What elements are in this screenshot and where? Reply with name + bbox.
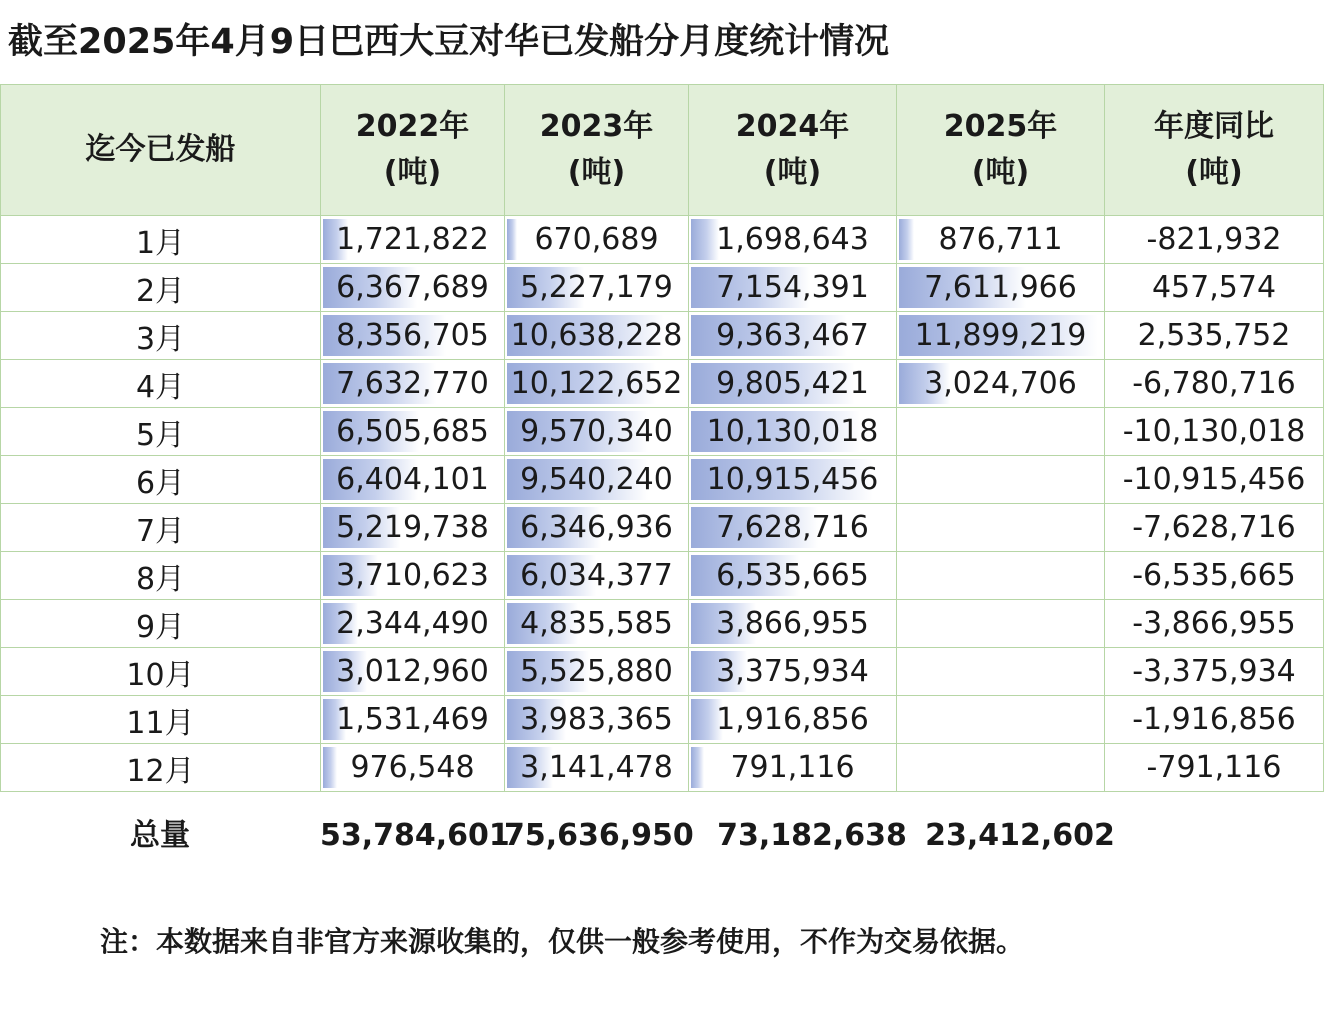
value-text: 10,638,228 — [510, 318, 683, 353]
value-cell-2025 — [897, 504, 1105, 552]
value-cell-2025 — [897, 552, 1105, 600]
yoy-cell: 457,574 — [1105, 264, 1324, 312]
value-text: 9,540,240 — [520, 462, 673, 497]
yoy-cell: -6,780,716 — [1105, 360, 1324, 408]
value-cell-2025 — [897, 312, 1105, 360]
data-bar — [507, 219, 517, 260]
value-text: 6,346,936 — [520, 510, 673, 545]
value-cell-2023 — [505, 312, 689, 360]
month-cell: 3月 — [1, 312, 321, 360]
header-row — [1, 85, 1324, 216]
value-text: 976,548 — [350, 750, 475, 785]
value-cell-2024 — [689, 312, 897, 360]
value-cell-2025 — [897, 456, 1105, 504]
value-text: 876,711 — [938, 222, 1063, 257]
yoy-cell: -10,130,018 — [1105, 408, 1324, 456]
value-cell-2024 — [689, 360, 897, 408]
value-cell-2024 — [689, 216, 897, 264]
value-text: 9,805,421 — [716, 366, 869, 401]
value-text: 5,219,738 — [336, 510, 489, 545]
table-row — [1, 744, 1324, 792]
month-cell: 10月 — [1, 648, 321, 696]
month-cell: 1月 — [1, 216, 321, 264]
totals-label: 总量 — [130, 818, 190, 853]
value-cell-2022 — [321, 456, 505, 504]
value-cell-2025 — [897, 360, 1105, 408]
value-cell-2022 — [321, 504, 505, 552]
value-cell-2023 — [505, 216, 689, 264]
value-text: 670,689 — [534, 222, 659, 257]
value-text: 3,012,960 — [336, 654, 489, 689]
value-cell-2025 — [897, 696, 1105, 744]
value-text: 10,130,018 — [706, 414, 879, 449]
value-cell-2023 — [505, 456, 689, 504]
value-text: 4,835,585 — [520, 606, 673, 641]
value-cell-2022 — [321, 264, 505, 312]
disclaimer-note: 注：本数据来自非官方来源收集的，仅供一般参考使用，不作为交易依据。 — [100, 925, 1025, 958]
yoy-cell: -791,116 — [1105, 744, 1324, 792]
header-2022: 2022年 (吨) — [321, 85, 505, 216]
header-month: 迄今已发船 — [1, 85, 321, 216]
value-cell-2022 — [321, 600, 505, 648]
value-text: 9,570,340 — [520, 414, 673, 449]
value-text: 3,866,955 — [716, 606, 869, 641]
value-cell-2022 — [321, 648, 505, 696]
value-text: 5,227,179 — [520, 270, 673, 305]
value-text: 6,034,377 — [520, 558, 673, 593]
month-cell: 12月 — [1, 744, 321, 792]
month-cell: 4月 — [1, 360, 321, 408]
header-yoy: 年度同比 (吨) — [1105, 85, 1324, 216]
header-2024: 2024年 (吨) — [689, 85, 897, 216]
value-text: 5,525,880 — [520, 654, 673, 689]
value-cell-2022 — [321, 216, 505, 264]
table-row — [1, 264, 1324, 312]
total-2022: 53,784,601 — [320, 818, 510, 853]
value-cell-2023 — [505, 600, 689, 648]
value-text: 3,024,706 — [924, 366, 1077, 401]
yoy-cell: -1,916,856 — [1105, 696, 1324, 744]
yoy-cell: -10,915,456 — [1105, 456, 1324, 504]
header-2025: 2025年 (吨) — [897, 85, 1105, 216]
value-text: 791,116 — [730, 750, 855, 785]
data-bar — [691, 747, 704, 788]
total-2025: 23,412,602 — [925, 818, 1115, 853]
value-cell-2024 — [689, 504, 897, 552]
value-cell-2024 — [689, 264, 897, 312]
value-cell-2024 — [689, 600, 897, 648]
value-text: 10,915,456 — [706, 462, 879, 497]
value-cell-2024 — [689, 648, 897, 696]
yoy-cell: 2,535,752 — [1105, 312, 1324, 360]
value-cell-2025 — [897, 648, 1105, 696]
value-cell-2025 — [897, 216, 1105, 264]
value-cell-2022 — [321, 360, 505, 408]
value-cell-2025 — [897, 600, 1105, 648]
value-cell-2022 — [321, 312, 505, 360]
yoy-cell: -6,535,665 — [1105, 552, 1324, 600]
value-text: 9,363,467 — [716, 318, 869, 353]
table-row — [1, 216, 1324, 264]
total-2024: 73,182,638 — [717, 818, 907, 853]
value-text: 1,916,856 — [716, 702, 869, 737]
table-row — [1, 696, 1324, 744]
value-cell-2024 — [689, 552, 897, 600]
value-text: 6,367,689 — [336, 270, 489, 305]
value-cell-2023 — [505, 648, 689, 696]
value-text: 1,531,469 — [336, 702, 489, 737]
yoy-cell: -821,932 — [1105, 216, 1324, 264]
value-cell-2023 — [505, 408, 689, 456]
totals-row — [0, 812, 1323, 860]
shipment-table — [0, 84, 1324, 792]
value-text: 7,611,966 — [924, 270, 1077, 305]
table-row — [1, 408, 1324, 456]
table-row — [1, 552, 1324, 600]
month-cell: 5月 — [1, 408, 321, 456]
value-text: 7,632,770 — [336, 366, 489, 401]
value-cell-2022 — [321, 744, 505, 792]
data-bar — [323, 747, 337, 788]
value-cell-2024 — [689, 696, 897, 744]
yoy-cell: -3,375,934 — [1105, 648, 1324, 696]
value-cell-2024 — [689, 408, 897, 456]
value-text: 10,122,652 — [510, 366, 683, 401]
table-row — [1, 504, 1324, 552]
table-row — [1, 456, 1324, 504]
table-row — [1, 600, 1324, 648]
month-cell: 2月 — [1, 264, 321, 312]
value-text: 7,628,716 — [716, 510, 869, 545]
value-text: 6,505,685 — [336, 414, 489, 449]
header-2023: 2023年 (吨) — [505, 85, 689, 216]
value-cell-2023 — [505, 504, 689, 552]
value-cell-2025 — [897, 408, 1105, 456]
value-text: 8,356,705 — [336, 318, 489, 353]
value-cell-2023 — [505, 552, 689, 600]
value-cell-2023 — [505, 744, 689, 792]
value-text: 1,721,822 — [336, 222, 489, 257]
value-text: 2,344,490 — [336, 606, 489, 641]
value-cell-2025 — [897, 264, 1105, 312]
value-text: 3,375,934 — [716, 654, 869, 689]
value-text: 7,154,391 — [716, 270, 869, 305]
table-body — [1, 216, 1324, 792]
table-row — [1, 312, 1324, 360]
value-text: 3,710,623 — [336, 558, 489, 593]
table-row — [1, 360, 1324, 408]
yoy-cell: -7,628,716 — [1105, 504, 1324, 552]
value-text: 6,535,665 — [716, 558, 869, 593]
value-text: 1,698,643 — [716, 222, 869, 257]
value-cell-2023 — [505, 264, 689, 312]
data-bar — [899, 219, 914, 260]
month-cell: 6月 — [1, 456, 321, 504]
value-cell-2024 — [689, 456, 897, 504]
yoy-cell: -3,866,955 — [1105, 600, 1324, 648]
value-cell-2022 — [321, 696, 505, 744]
month-cell: 9月 — [1, 600, 321, 648]
value-text: 11,899,219 — [914, 318, 1087, 353]
table-row — [1, 648, 1324, 696]
value-text: 3,983,365 — [520, 702, 673, 737]
value-cell-2023 — [505, 696, 689, 744]
value-cell-2022 — [321, 408, 505, 456]
month-cell: 11月 — [1, 696, 321, 744]
page-title: 截至2025年4月9日巴西大豆对华已发船分月度统计情况 — [8, 22, 890, 62]
value-cell-2025 — [897, 744, 1105, 792]
total-2023: 75,636,950 — [504, 818, 694, 853]
value-text: 6,404,101 — [336, 462, 489, 497]
month-cell: 7月 — [1, 504, 321, 552]
month-cell: 8月 — [1, 552, 321, 600]
value-cell-2022 — [321, 552, 505, 600]
value-cell-2023 — [505, 360, 689, 408]
value-text: 3,141,478 — [520, 750, 673, 785]
value-cell-2024 — [689, 744, 897, 792]
